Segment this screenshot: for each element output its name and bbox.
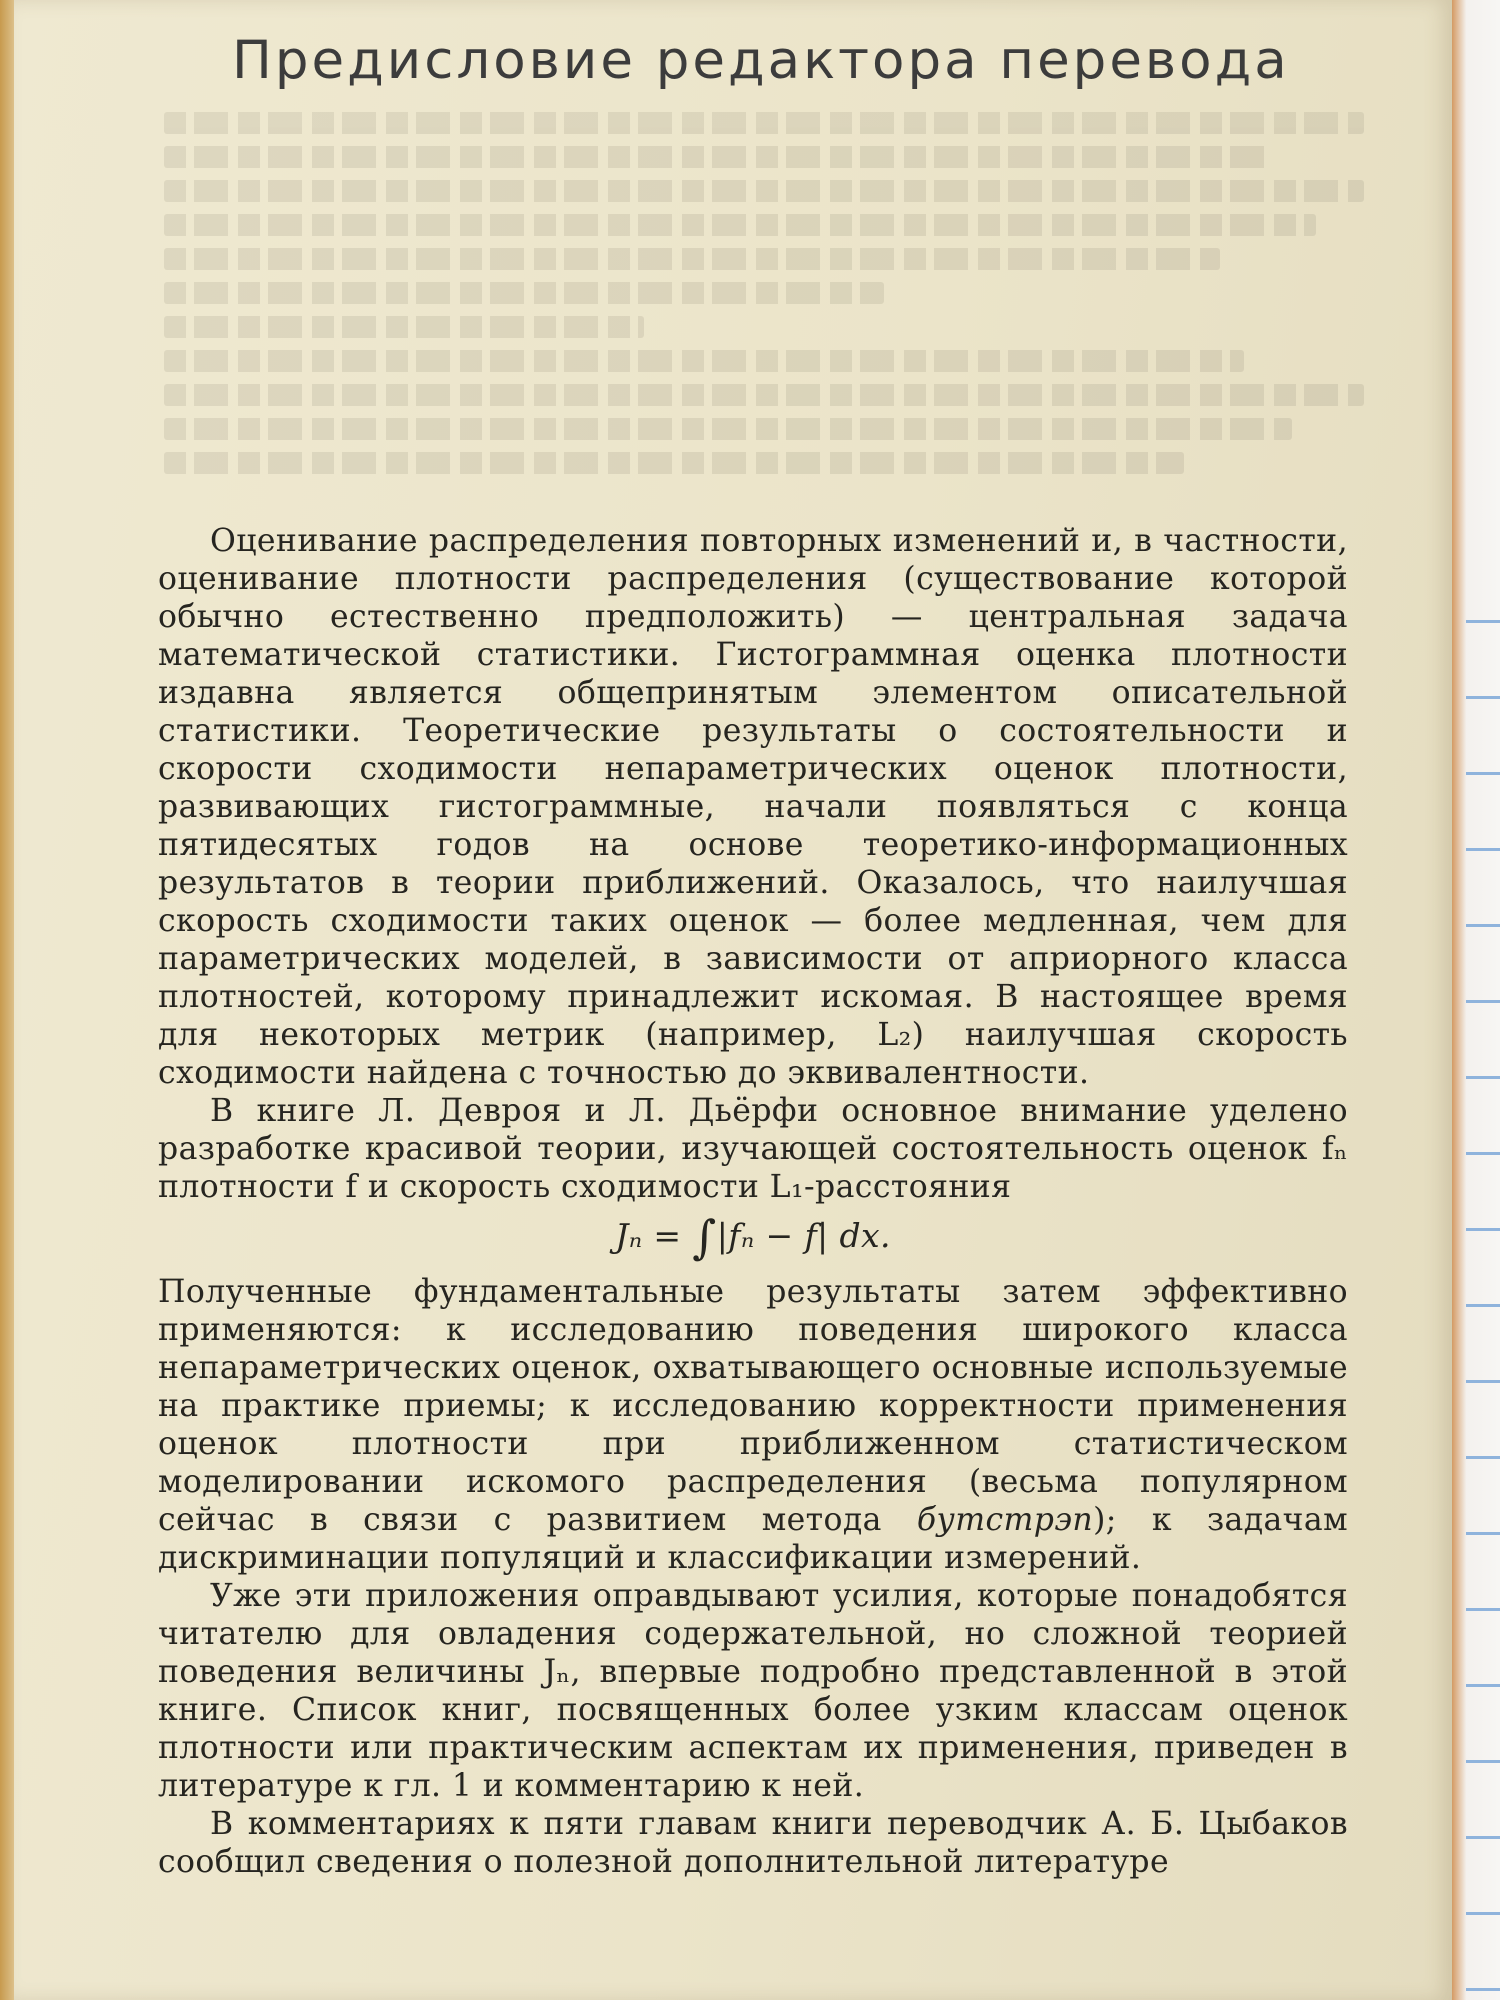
notebook-rule-line (1466, 924, 1500, 927)
paragraph-3-text-end: ); к задачам дискриминации популяций и классификации измерений. (158, 1502, 1348, 1576)
paragraph-1: Оценивание распределения повторных изменений и, в частности, оценивание плотности распределения (существование которой обычно естественно предположить) — центральная задача математической статистики. Гистограммная оценка плотности издавна является общепринятым элементом описательной статистики. Теоретические результаты о состоятельности и скорости сходимости непараметрических оценок плотности, развивающих гистограммные, начали появляться с конца пятидесятых годов на основе теоретико-информационных результатов в теории приближений. Оказалось, что наилучшая скорость сходимости таких оценок — более медленная, чем для параметрических моделей, в зависимости от априорного класса плотностей, которому принадлежит искомая. В настоящее время для некоторых метрик (например, L₂) наилучшая скорость сходимости найдена с точностью до эквивалентности. (158, 523, 1348, 1091)
notebook-rule-line (1466, 1000, 1500, 1003)
notebook-rule-line (1466, 1532, 1500, 1535)
formula-jn (158, 1210, 1348, 1264)
notebook-rule-line (1466, 696, 1500, 699)
notebook-rule-line (1466, 1836, 1500, 1839)
paragraph-3 (158, 1273, 1348, 1577)
bootstrap-term: бутстрэп (916, 1502, 1094, 1538)
notebook-rule-line (1466, 1456, 1500, 1459)
notebook-rule-line (1466, 1760, 1500, 1763)
bleed-through-text (164, 112, 1364, 486)
paragraph-4: Уже эти приложения оправдывают усилия, которые понадобятся читателю для овладения содержательной, но сложной теорией поведения величины Jₙ, впервые подробно представленной в этой книге. Список книг, посвященных более узким классам оценок плотности или практическим аспектам их применения, приведен в литературе к гл. 1 и комментарию к ней. (158, 1578, 1348, 1804)
paragraph-3-text: Полученные фундаментальные результаты затем эффективно применяются: к исследованию поведения широкого класса непараметрических оценок, охватывающего основные используемые на практике приемы; к исследованию корректности применения оценок плотности при приближенном статистическом моделировании искомого распределения (весьма популярном сейчас в связи с развитием метода (158, 1274, 1348, 1538)
notebook-rule-line (1466, 1304, 1500, 1307)
notebook-rule-line (1466, 772, 1500, 775)
formula-lhs: Jₙ = (615, 1216, 682, 1255)
notebook-rule-line (1466, 1076, 1500, 1079)
body-text (158, 522, 1348, 1881)
notebook-rule-line (1466, 1380, 1500, 1383)
notebook-rule-line (1466, 620, 1500, 623)
notebook-rule-line (1466, 1988, 1500, 1991)
notebook-rule-line (1466, 1152, 1500, 1155)
paragraph-2: В книге Л. Девроя и Л. Дьёрфи основное внимание уделено разработке красивой теории, изучающей состоятельность оценок fₙ плотности f и скорость сходимости L₁-расстояния (158, 1093, 1348, 1205)
book-edge-left (0, 0, 14, 2000)
integral-sign: ∫ (692, 1210, 717, 1264)
notebook-rule-line (1466, 848, 1500, 851)
notebook-rule-line (1466, 1608, 1500, 1611)
page-title: Предисловие редактора перевода (232, 30, 1290, 91)
formula-rhs: |fₙ − f| dx. (716, 1216, 891, 1255)
paragraph-5: В комментариях к пяти главам книги переводчик А. Б. Цыбаков сообщил сведения о полезной дополнительной литературе (158, 1806, 1348, 1880)
notebook-rule-line (1466, 1912, 1500, 1915)
notebook-rule-line (1466, 1684, 1500, 1687)
notebook-rule-line (1466, 1228, 1500, 1231)
